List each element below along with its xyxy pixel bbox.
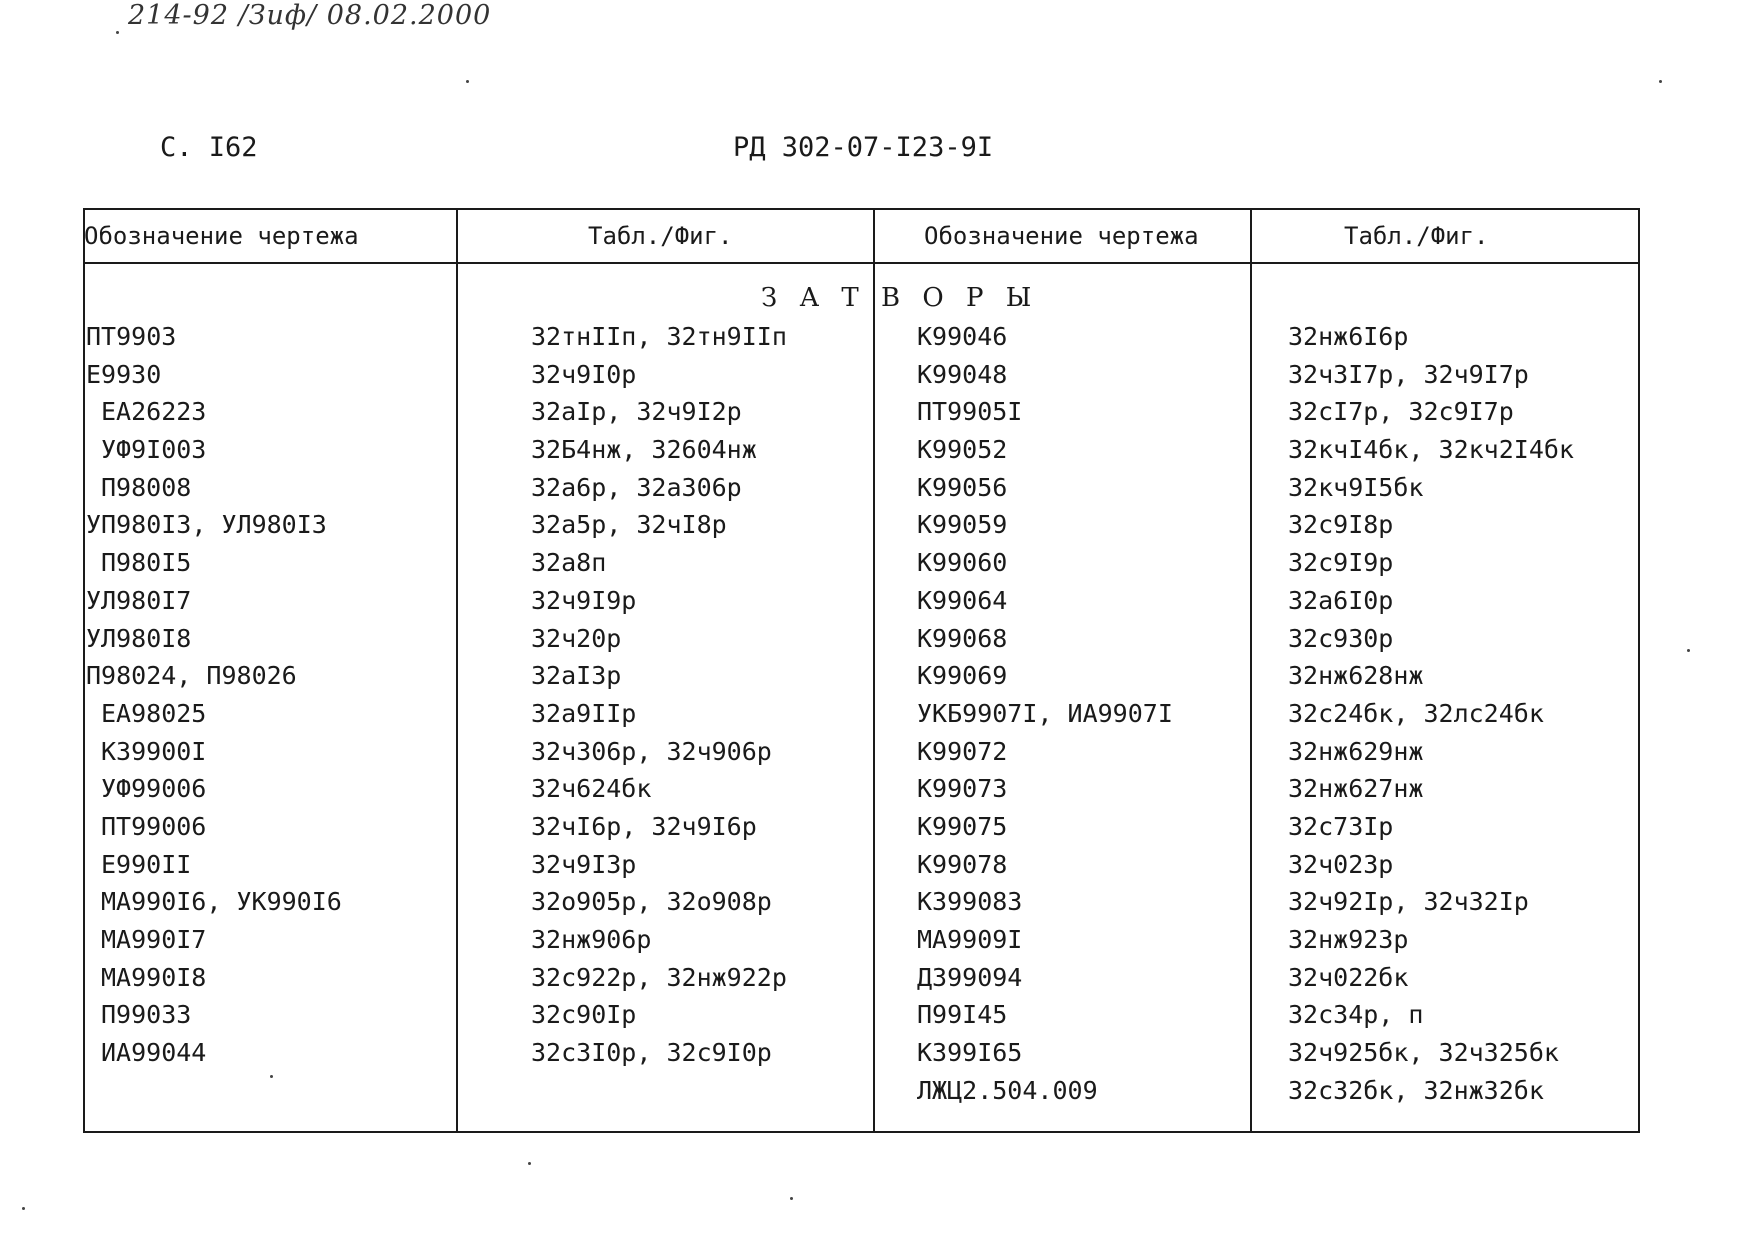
drawing-designation: К99069 bbox=[917, 661, 1008, 691]
table-figure-ref: 32с930р bbox=[1288, 623, 1394, 653]
table-figure-ref: 32кч9I5бк bbox=[1288, 472, 1424, 502]
table-figure-ref: 32ч306р, 32ч906р bbox=[531, 736, 772, 766]
handwritten-note: 214-92 /Зиф/ 08.02.2000 bbox=[128, 0, 492, 31]
drawing-designation: П99033 bbox=[101, 1000, 192, 1030]
drawing-designation: МА990I6, УК990I6 bbox=[101, 887, 342, 917]
drawing-designation: УЛ980I7 bbox=[86, 585, 192, 615]
drawing-designation: Е9930 bbox=[86, 359, 162, 389]
scan-speck bbox=[116, 31, 119, 34]
drawing-designation: УП980I3, УЛ980I3 bbox=[86, 510, 327, 540]
drawing-designation: КЗ99083 bbox=[917, 887, 1023, 917]
drawing-designation: УЛ980I8 bbox=[86, 623, 192, 653]
table-row bbox=[0, 850, 1755, 888]
drawing-designation: УКБ9907I, ИА9907I bbox=[917, 698, 1173, 728]
scan-speck bbox=[270, 1075, 273, 1078]
scan-speck bbox=[528, 1162, 531, 1165]
table-figure-ref: 32с3I0р, 32с9I0р bbox=[531, 1038, 772, 1068]
table-figure-ref: 32с32бк, 32нж32бк bbox=[1288, 1075, 1544, 1105]
header-table-figure-left: Табл./Фиг. bbox=[588, 222, 733, 250]
table-figure-ref: 32нж628нж bbox=[1288, 661, 1424, 691]
scan-speck bbox=[1659, 80, 1662, 83]
drawing-designation: К99073 bbox=[917, 774, 1008, 804]
drawing-designation: ПТ9905I bbox=[917, 397, 1023, 427]
drawing-designation: ИА99044 bbox=[101, 1038, 207, 1068]
table-figure-ref: 32а6р, 32а306р bbox=[531, 472, 742, 502]
drawing-designation: К99046 bbox=[917, 322, 1008, 351]
header-table-figure-right: Табл./Фиг. bbox=[1344, 222, 1489, 250]
table-row bbox=[0, 1000, 1755, 1038]
drawing-designation: ДЗ99094 bbox=[917, 962, 1023, 992]
table-figure-ref: 32с73Iр bbox=[1288, 811, 1394, 841]
drawing-designation: КЗ99I65 bbox=[917, 1038, 1023, 1068]
table-figure-ref: 32с90Iр bbox=[531, 1000, 637, 1030]
drawing-designation: К99059 bbox=[917, 510, 1008, 540]
table-row bbox=[0, 548, 1755, 586]
drawing-designation: П980I5 bbox=[101, 548, 192, 578]
drawing-designation: МА9909I bbox=[917, 925, 1023, 954]
header-divider bbox=[83, 262, 1640, 264]
table-figure-ref: 32с24бк, 32лс24бк bbox=[1288, 698, 1544, 728]
drawing-designation: К99075 bbox=[917, 811, 1008, 841]
table-figure-ref: 32чI6р, 32ч9I6р bbox=[531, 811, 757, 841]
table-figure-ref: 32аIр, 32ч9I2р bbox=[531, 397, 742, 427]
table-row bbox=[0, 661, 1755, 699]
drawing-designation: УФ9I003 bbox=[101, 435, 207, 465]
table-figure-ref: 32ч3I7р, 32ч9I7р bbox=[1288, 359, 1529, 389]
section-title: З А Т В О Р Ы bbox=[761, 283, 1039, 313]
drawing-designation: ЛЖЦ2.504.009 bbox=[917, 1075, 1098, 1105]
drawing-designation: К99078 bbox=[917, 849, 1008, 879]
drawing-designation: МА990I8 bbox=[101, 962, 207, 992]
drawing-designation: КЗ9900I bbox=[101, 736, 207, 766]
table-figure-ref: 32ч92Iр, 32ч32Iр bbox=[1288, 887, 1529, 917]
document-code: РД 302-07-I23-9I bbox=[733, 132, 994, 163]
table-figure-ref: 32аI3р bbox=[531, 661, 622, 691]
header-drawing-designation-left: Обозначение чертежа bbox=[84, 222, 359, 250]
drawing-designation: П98008 bbox=[101, 472, 192, 502]
drawing-designation: К99060 bbox=[917, 548, 1008, 578]
table-figure-ref: 32ч023р bbox=[1288, 849, 1394, 879]
drawing-designation: К99056 bbox=[917, 472, 1008, 502]
table-figure-ref: 32а5р, 32чI8р bbox=[531, 510, 727, 540]
table-row bbox=[0, 737, 1755, 775]
table-row bbox=[0, 887, 1755, 925]
table-row bbox=[0, 1038, 1755, 1076]
scan-speck bbox=[466, 80, 469, 83]
table-row bbox=[0, 699, 1755, 737]
table-row bbox=[0, 510, 1755, 548]
drawing-designation: Е990II bbox=[101, 849, 192, 879]
drawing-designation: П99I45 bbox=[917, 1000, 1008, 1030]
table-body bbox=[0, 322, 1755, 1113]
table-figure-ref: 32нж627нж bbox=[1288, 774, 1424, 804]
table-figure-ref: 32ч9I9р bbox=[531, 585, 637, 615]
drawing-designation: ПТ99006 bbox=[101, 811, 207, 841]
table-row bbox=[0, 774, 1755, 812]
drawing-designation: К99048 bbox=[917, 359, 1008, 389]
table-figure-ref: 32с922р, 32нж922р bbox=[531, 962, 787, 992]
table-row bbox=[0, 397, 1755, 435]
table-row bbox=[0, 586, 1755, 624]
table-figure-ref: 32сI7р, 32с9I7р bbox=[1288, 397, 1514, 427]
drawing-designation: УФ99006 bbox=[101, 774, 207, 804]
table-row bbox=[0, 963, 1755, 1001]
table-figure-ref: 32а9IIр bbox=[531, 698, 637, 728]
drawing-designation: К99052 bbox=[917, 435, 1008, 465]
table-figure-ref: 32нж906р bbox=[531, 925, 652, 954]
header-drawing-designation-right: Обозначение чертежа bbox=[924, 222, 1199, 250]
table-row bbox=[0, 322, 1755, 360]
table-figure-ref: 32о905р, 32о908р bbox=[531, 887, 772, 917]
table-figure-ref: 32ч925бк, 32ч325бк bbox=[1288, 1038, 1559, 1068]
table-figure-ref: 32ч624бк bbox=[531, 774, 652, 804]
table-figure-ref: 32с9I8р bbox=[1288, 510, 1394, 540]
table-row bbox=[0, 473, 1755, 511]
table-figure-ref: 32нж629нж bbox=[1288, 736, 1424, 766]
drawing-designation: МА990I7 bbox=[101, 925, 207, 954]
table-figure-ref: 32а6I0р bbox=[1288, 585, 1394, 615]
table-row bbox=[0, 1076, 1755, 1114]
table-figure-ref: 32нж923р bbox=[1288, 925, 1409, 954]
table-figure-ref: 32нж6I6р bbox=[1288, 322, 1409, 351]
scan-speck bbox=[1687, 649, 1690, 652]
table-figure-ref: 32Б4нж, 32604нж bbox=[531, 435, 757, 465]
table-row bbox=[0, 360, 1755, 398]
drawing-designation: ПТ9903 bbox=[86, 322, 177, 351]
table-figure-ref: 32ч9I3р bbox=[531, 849, 637, 879]
table-figure-ref: 32с9I9р bbox=[1288, 548, 1394, 578]
drawing-designation: ЕА26223 bbox=[101, 397, 207, 427]
table-figure-ref: 32ч9I0р bbox=[531, 359, 637, 389]
table-row bbox=[0, 435, 1755, 473]
drawing-designation: К99072 bbox=[917, 736, 1008, 766]
table-row bbox=[0, 925, 1755, 963]
table-figure-ref: 32с34р, п bbox=[1288, 1000, 1424, 1030]
table-figure-ref: 32ч20р bbox=[531, 623, 622, 653]
scan-speck bbox=[790, 1197, 793, 1200]
table-figure-ref: 32тнIIп, 32тн9IIп bbox=[531, 322, 787, 351]
table-figure-ref: 32кчI4бк, 32кч2I4бк bbox=[1288, 435, 1574, 465]
drawing-designation: ЕА98025 bbox=[101, 698, 207, 728]
table-figure-ref: 32а8п bbox=[531, 548, 607, 578]
drawing-designation: К99068 bbox=[917, 623, 1008, 653]
page-number: С. I62 bbox=[160, 132, 258, 163]
table-row bbox=[0, 624, 1755, 662]
table-figure-ref: 32ч022бк bbox=[1288, 962, 1409, 992]
drawing-designation: П98024, П98026 bbox=[86, 661, 297, 691]
drawing-designation: К99064 bbox=[917, 585, 1008, 615]
table-row bbox=[0, 812, 1755, 850]
scan-speck bbox=[22, 1207, 25, 1210]
